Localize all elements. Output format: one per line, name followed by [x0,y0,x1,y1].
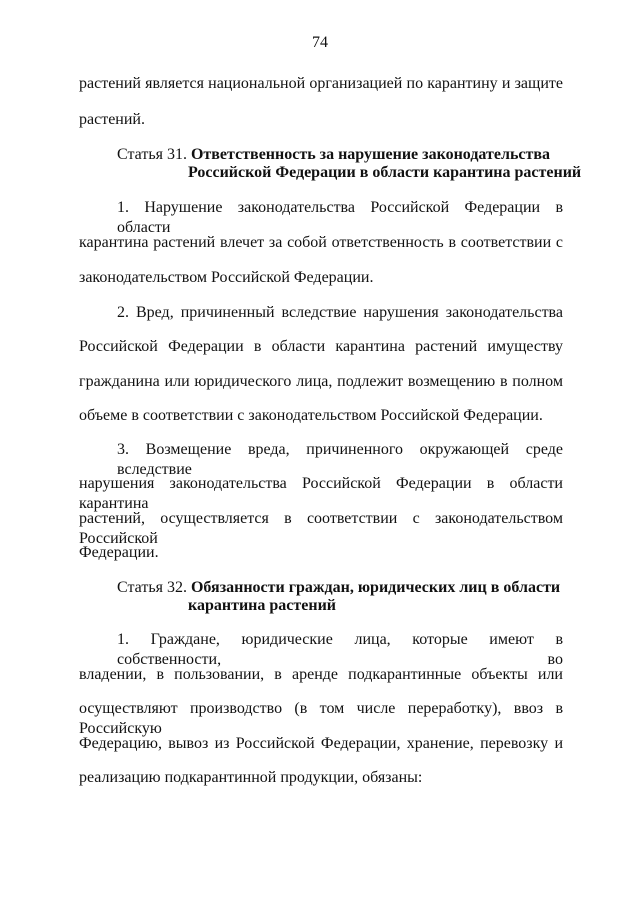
paragraph-line: нарушения законодательства Российской Федерации в области карантина [79,475,563,512]
paragraph-line: 3. Возмещение вреда, причиненного окружающей среде вследствие [117,441,563,478]
paragraph-line: растений является национальной организацией по карантину и защите [79,75,563,92]
paragraph-line: осуществляют производство (в том числе переработку), ввоз в Российскую [79,700,563,737]
article-label: Статья 31. [117,146,187,163]
paragraph-line: растений, осуществляется в соответствии с законодательством Российской [79,510,563,547]
paragraph-line: Федерации. [79,544,159,561]
paragraph-line: Российской Федерации в области карантина растений имуществу [79,338,563,355]
article-title-continued: карантина растений [188,597,337,614]
paragraph-line: карантина растений влечет за собой ответственность в соответствии с [79,234,563,251]
paragraph-line: объеме в соответствии с законодательством Российской Федерации. [79,407,543,424]
article-title: Обязанности граждан, юридических лиц в области [190,579,561,596]
article-label: Статья 32. [117,579,187,596]
paragraph-line: реализацию подкарантинной продукции, обязаны: [79,769,423,786]
paragraph-line: 2. Вред, причиненный вследствие нарушения законодательства [117,304,563,321]
paragraph-line: растений. [79,111,145,128]
article-32-heading [117,578,560,598]
paragraph-line: Федерацию, вывоз из Российской Федерации, хранение, перевозку и [79,735,563,752]
paragraph-line: гражданина или юридического лица, подлежит возмещению в полном [79,373,563,390]
article-31-heading [117,145,550,165]
paragraph-line: 1. Нарушение законодательства Российской Федерации в области [117,199,563,236]
paragraph-line: 1. Граждане, юридические лица, которые имеют в собственности, во [117,631,563,668]
page-number: 74 [312,34,328,51]
article-title: Ответственность за нарушение законодательства [190,146,551,163]
paragraph-line: владении, в пользовании, в аренде подкарантинные объекты или [79,666,563,683]
paragraph-line: законодательством Российской Федерации. [79,269,374,286]
article-title-continued: Российской Федерации в области карантина растений [188,164,582,181]
